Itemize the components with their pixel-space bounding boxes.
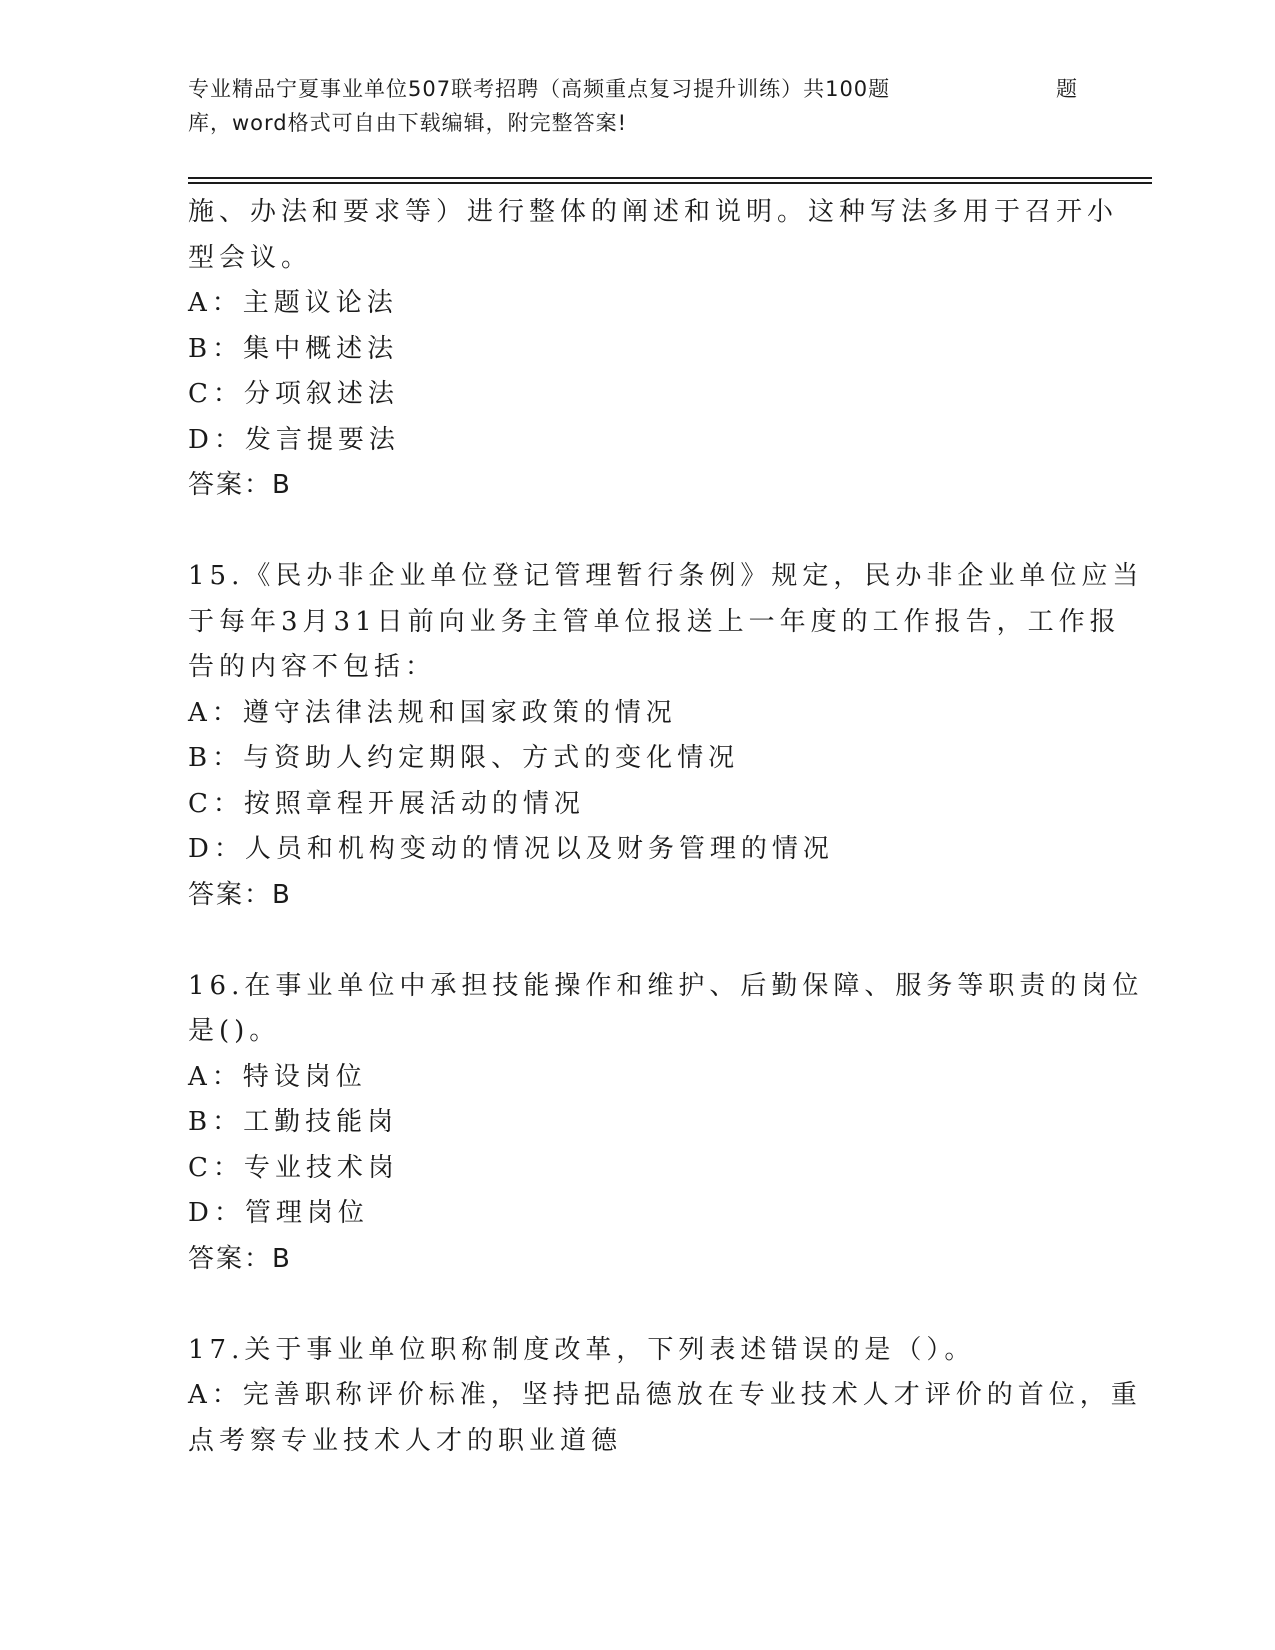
- q16-option-d: D：管理岗位: [188, 1198, 369, 1228]
- q15-option-d: D：人员和机构变动的情况以及财务管理的情况: [188, 834, 834, 864]
- q15-option-a: A：遵守法律法规和国家政策的情况: [188, 697, 677, 728]
- q15-option-c: C：按照章程开展活动的情况: [188, 788, 585, 819]
- q15-option-b: B：与资助人约定期限、方式的变化情况: [188, 743, 740, 773]
- option-a: A：主题议论法: [188, 288, 398, 318]
- header-title-line-2: 库，word格式可自由下载编辑，附完整答案!: [188, 111, 628, 135]
- q17-stem-line-1: 17.关于事业单位职称制度改革，下列表述错误的是（）。: [188, 1334, 976, 1365]
- header-title-text: 专业精品宁夏事业单位507联考招聘（高频重点复习提升训练）共100题: [188, 77, 891, 101]
- q16-stem-line-2: 是()。: [188, 1016, 281, 1046]
- header-title-line-1: [188, 72, 1088, 106]
- q15-stem-line-3: 告的内容不包括：: [188, 652, 437, 682]
- question-content: [188, 190, 1144, 1464]
- option-b: B：集中概述法: [188, 333, 399, 364]
- q15-stem-line-1: 15.《民办非企业单位登记管理暂行条例》规定，民办非企业单位应当: [188, 561, 1144, 591]
- q17-option-a-line-2: 点考察专业技术人才的职业道德: [188, 1425, 623, 1456]
- header-divider-bottom: [188, 182, 1152, 184]
- q15-answer: 答案：B: [188, 879, 292, 910]
- q16-option-b: B：工勤技能岗: [188, 1107, 399, 1137]
- spacer: [188, 918, 1088, 964]
- spacer: [188, 1282, 1088, 1328]
- intro-text-line-1: 施、办法和要求等）进行整体的阐述和说明。这种写法多用于召开小: [188, 197, 1119, 227]
- spacer: [188, 509, 1088, 555]
- answer: 答案：B: [188, 470, 292, 500]
- q17-option-a-line-1: A：完善职称评价标准，坚持把品德放在专业技术人才评价的首位，重: [188, 1380, 1142, 1410]
- q15-stem-line-2: 于每年3月31日前向业务主管单位报送上一年度的工作报告，工作报: [188, 606, 1121, 637]
- q16-option-c: C：专业技术岗: [188, 1152, 399, 1183]
- option-d: D：发言提要法: [188, 424, 400, 455]
- q16-answer: 答案：B: [188, 1243, 292, 1274]
- page-header: [188, 72, 1088, 140]
- option-c: C：分项叙述法: [188, 379, 399, 409]
- intro-text-line-2: 型会议。: [188, 242, 313, 273]
- header-title-trail: 题: [1056, 77, 1078, 101]
- q16-option-a: A：特设岗位: [188, 1061, 367, 1092]
- header-divider-top: [188, 177, 1152, 179]
- q16-stem-line-1: 16.在事业单位中承担技能操作和维护、后勤保障、服务等职责的岗位: [188, 970, 1144, 1001]
